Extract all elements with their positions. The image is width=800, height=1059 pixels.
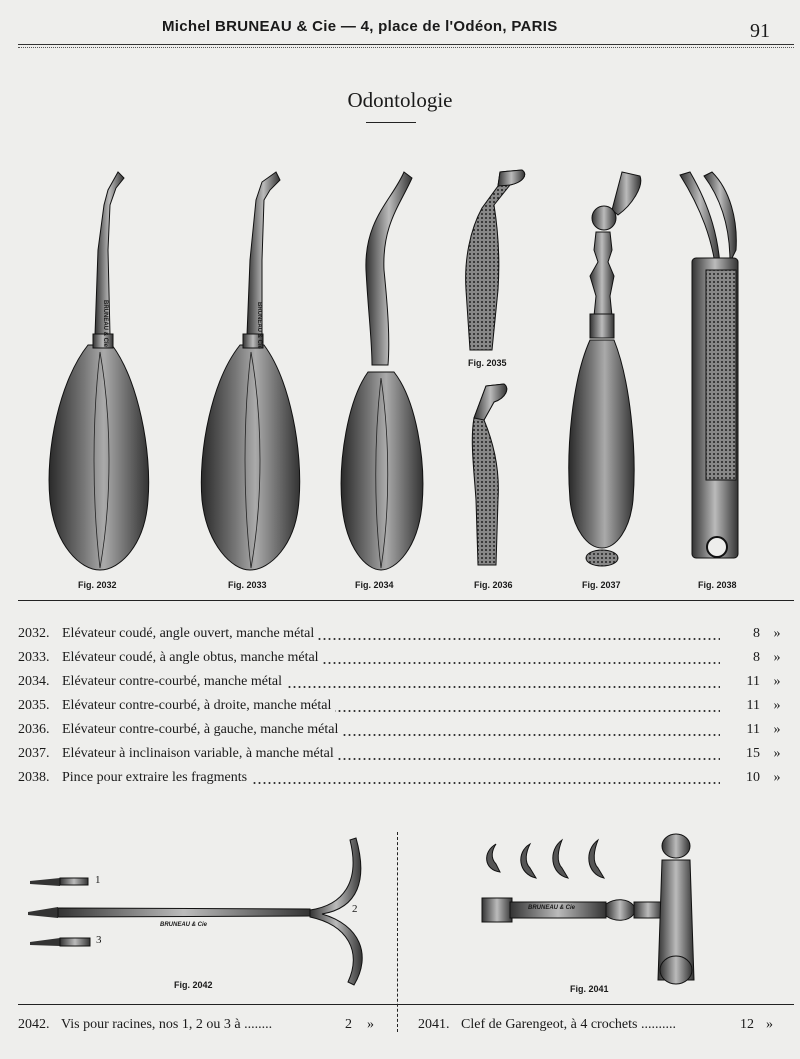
- table-row: [18, 670, 794, 694]
- table-row: [18, 646, 794, 670]
- item-price: 12: [740, 1017, 754, 1032]
- item-price: 11: [746, 698, 760, 713]
- table-row: [18, 718, 794, 742]
- bottom-divider: [18, 1004, 794, 1005]
- stamp-2042: BRUNEAU & Cie: [160, 922, 208, 928]
- item-unit: »: [367, 1017, 374, 1032]
- price-list: [18, 622, 794, 790]
- item-description: Elévateur coudé, à angle obtus, manche métal: [62, 650, 323, 665]
- item-description: Elévateur contre-courbé, à gauche, manche métal: [62, 722, 342, 737]
- item-unit: »: [773, 698, 781, 713]
- section-divider: [18, 600, 794, 601]
- item-2041: [418, 1017, 676, 1033]
- stamp-2033: BRUNEAU & Cie: [256, 302, 262, 350]
- item-price: 8: [753, 650, 760, 665]
- elevator-2033-drawing: [201, 172, 299, 570]
- item-unit: »: [766, 1017, 773, 1032]
- item-unit: »: [773, 746, 781, 761]
- elevator-2036-drawing: [472, 384, 506, 565]
- page-number: 91: [750, 20, 770, 42]
- item-price: 11: [746, 674, 760, 689]
- item-description: Pince pour extraire les fragments: [62, 770, 251, 785]
- figure-caption: Fig. 2036: [474, 580, 513, 590]
- figure-caption: Fig. 2038: [698, 580, 737, 590]
- item-number: 2038.: [18, 770, 50, 785]
- item-number: 2035.: [18, 698, 50, 713]
- figure-caption: Fig. 2033: [228, 580, 267, 590]
- figure-caption: Fig. 2041: [570, 984, 609, 994]
- section-title: Odontologie: [347, 88, 453, 112]
- stamp-2032: BRUNEAU & Cie: [102, 300, 108, 348]
- item-price: 11: [746, 722, 760, 737]
- table-row: [18, 622, 794, 646]
- item-description: Elévateur contre-courbé, manche métal: [62, 674, 286, 689]
- table-row: [18, 742, 794, 766]
- stamp-2041: BRUNEAU & Cie: [528, 905, 576, 911]
- table-row: [18, 694, 794, 718]
- item-unit: »: [773, 626, 781, 641]
- screw-number: 3: [96, 934, 102, 946]
- item-description: Elévateur à inclinaison variable, à manche métal: [62, 746, 338, 761]
- item-price: 8: [753, 626, 760, 641]
- forceps-2038-drawing: [680, 172, 738, 558]
- figure-caption: Fig. 2034: [355, 580, 394, 590]
- elevator-2034-drawing: [341, 172, 423, 570]
- figure-caption: Fig. 2037: [582, 580, 621, 590]
- screw-number: 2: [352, 903, 358, 915]
- item-number: 2036.: [18, 722, 50, 737]
- item-price: 15: [746, 746, 760, 761]
- item-description: Clef de Garengeot, à 4 crochets ..........: [461, 1017, 676, 1032]
- item-number: 2033.: [18, 650, 50, 665]
- figure-caption: Fig. 2032: [78, 580, 117, 590]
- item-unit: »: [773, 722, 781, 737]
- item-number: 2042.: [18, 1017, 50, 1032]
- screws-and-key-2042-drawing: [28, 838, 362, 985]
- item-unit: »: [773, 770, 781, 785]
- item-description: Elévateur contre-courbé, à droite, manche métal: [62, 698, 335, 713]
- column-divider: [397, 832, 398, 1032]
- screw-number: 1: [95, 874, 101, 886]
- table-row: [18, 766, 794, 790]
- item-number: 2034.: [18, 674, 50, 689]
- elevator-2035-drawing: [466, 170, 525, 350]
- item-number: 2041.: [418, 1017, 450, 1032]
- figure-caption: Fig. 2035: [468, 358, 507, 368]
- item-description: Vis pour racines, nos 1, 2 ou 3 à ........: [61, 1017, 273, 1032]
- item-2042: [18, 1017, 272, 1033]
- item-number: 2032.: [18, 626, 50, 641]
- item-number: 2037.: [18, 746, 50, 761]
- elevator-2032-drawing: [49, 172, 149, 570]
- item-unit: »: [773, 674, 781, 689]
- item-description: Elévateur coudé, angle ouvert, manche métal: [62, 626, 318, 641]
- item-unit: »: [773, 650, 781, 665]
- elevator-2037-drawing: [569, 172, 641, 566]
- key-2041-drawing: [482, 834, 694, 984]
- maker-address: Michel BRUNEAU & Cie — 4, place de l'Odéon, PARIS: [162, 18, 558, 35]
- item-price: 2: [345, 1017, 352, 1032]
- figure-caption: Fig. 2042: [174, 980, 213, 990]
- item-price: 10: [746, 770, 760, 785]
